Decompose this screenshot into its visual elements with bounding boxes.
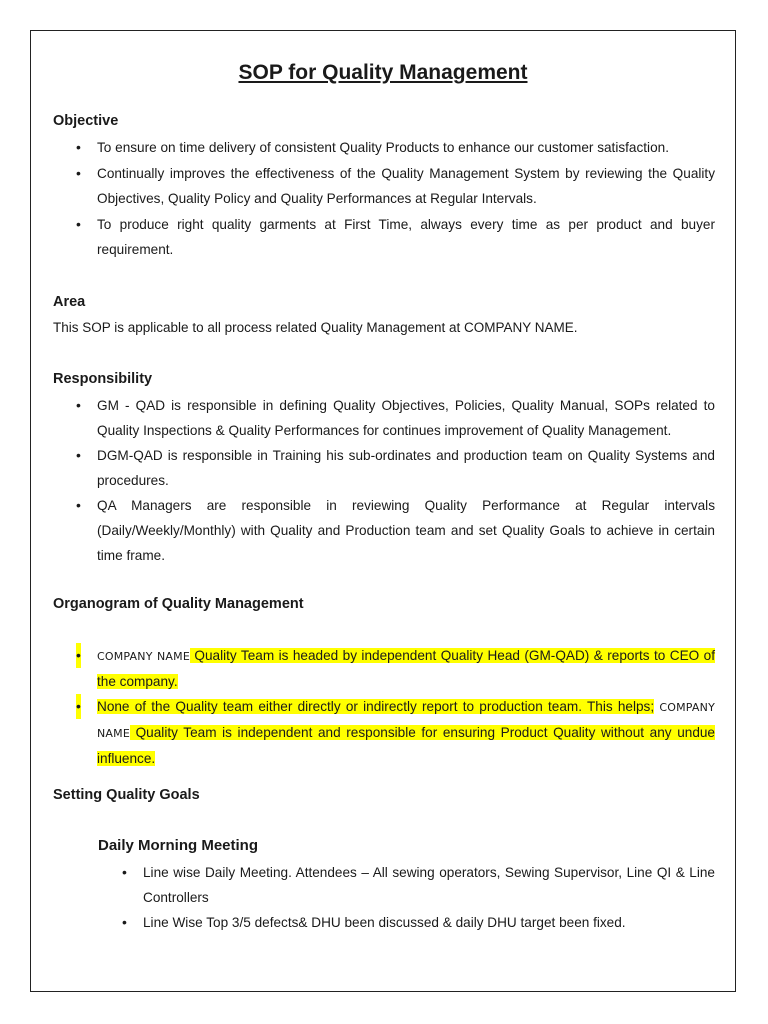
daily-meeting-list [122,860,715,935]
bullet-icon: • [76,497,81,513]
goals-heading: Setting Quality Goals [53,787,200,803]
company-name: COMPANY NAME [97,701,715,740]
bullet-icon: • [76,216,81,232]
bullet-icon: • [76,643,81,668]
bullet-icon: • [76,447,81,463]
daily-meeting-item: • Line wise Daily Meeting. Attendees – All sewing operators, Sewing Supervisor, Line QI & Line Controllers [143,860,715,910]
objective-item: • Continually improves the effectiveness of the Quality Management System by reviewing the Quality Objectives, Quality Policy and Quality Performances at Regular Intervals. [97,161,715,211]
objective-item: • To produce right quality garments at First Time, always every time as per product and buyer requirement. [97,212,715,262]
area-text: This SOP is applicable to all process related Quality Management at COMPANY NAME. [53,320,578,335]
bullet-icon: • [76,165,81,181]
daily-meeting-heading: Daily Morning Meeting [98,837,259,854]
bullet-icon: • [76,397,81,413]
highlighted-text: Quality Team is headed by independent Quality Head (GM-QAD) & reports to CEO of the company. [97,648,715,689]
organogram-item [76,643,715,694]
responsibility-item: • DGM-QAD is responsible in Training his sub-ordinates and production team on Quality Systems and procedures. [97,443,715,493]
bullet-icon: • [122,914,127,930]
organogram-list [76,643,715,771]
area-heading: Area [53,294,86,310]
bullet-icon: • [122,864,127,880]
responsibility-list [76,393,715,568]
responsibility-item: • QA Managers are responsible in reviewing Quality Performance at Regular intervals (Daily/Weekly/Monthly) with Quality and Production team and set Quality Goals to achieve in certain time frame. [97,493,715,568]
document-page [30,30,736,992]
objective-heading: Objective [53,113,119,129]
organogram-item [76,694,715,771]
objective-list [76,135,715,262]
responsibility-item: • GM - QAD is responsible in defining Quality Objectives, Policies, Quality Manual, SOPs related to Quality Inspections & Quality Performances for continues improvement of Quality Management. [97,393,715,443]
company-name: COMPANY NAME [97,650,190,663]
bullet-icon: • [76,694,81,719]
highlighted-text: Quality Team is independent and responsible for ensuring Product Quality without any undue influence. [97,725,715,766]
daily-meeting-item: • Line Wise Top 3/5 defects& DHU been discussed & daily DHU target been fixed. [143,910,715,935]
objective-item: • To ensure on time delivery of consistent Quality Products to enhance our customer satisfaction. [97,135,715,160]
bullet-icon: • [76,139,81,155]
responsibility-heading: Responsibility [53,371,153,387]
highlighted-text: None of the Quality team either directly or indirectly report to production team. This helps; [97,699,655,714]
organogram-heading: Organogram of Quality Management [53,596,304,612]
document-title: SOP for Quality Management [238,61,528,84]
